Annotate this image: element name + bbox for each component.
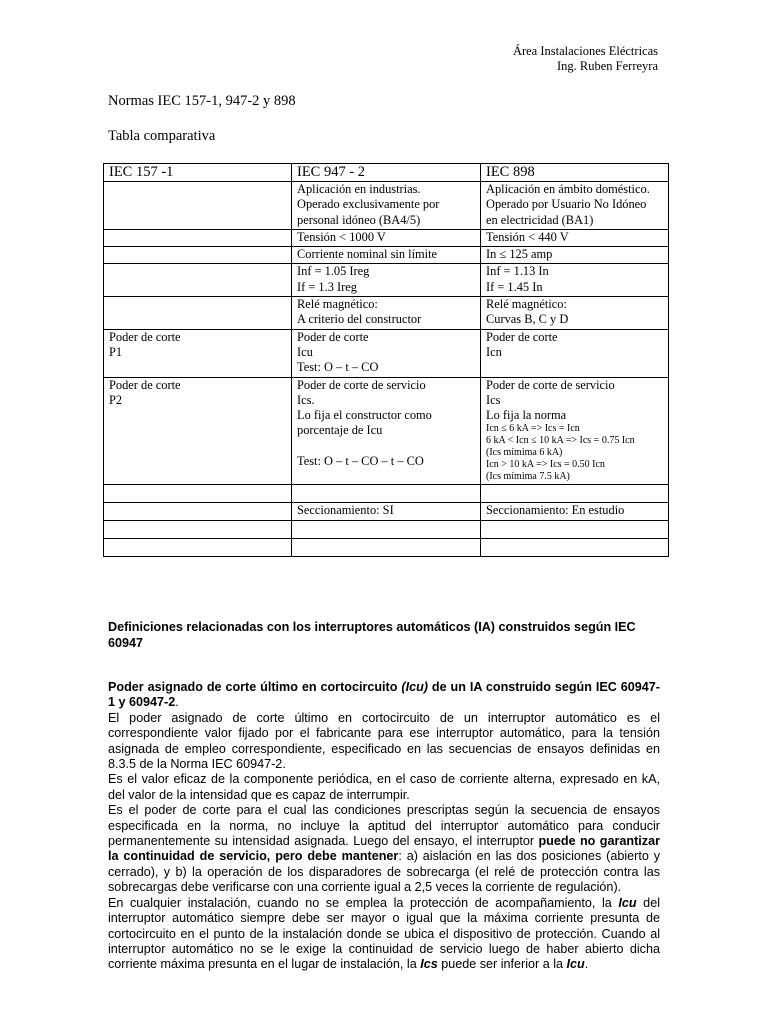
cell-line: Relé magnético:: [486, 297, 567, 312]
cell-line: porcentaje de Icu: [297, 423, 383, 438]
table-row: [104, 503, 669, 520]
cell-line: If = 1.45 In: [486, 279, 543, 294]
cell-note-line: (Ics mímima 6 kA): [486, 447, 563, 459]
table-row: [104, 538, 669, 556]
table-cell: [481, 264, 669, 297]
document-title: Normas IEC 157-1, 947-2 y 898: [108, 93, 296, 109]
table-header-row: [104, 164, 669, 182]
cell-line: Test: O – t – CO – t – CO: [297, 453, 424, 468]
cell-line: Icn: [486, 344, 502, 359]
cell-line: Poder de corte de servicio: [486, 377, 615, 392]
paragraph-4: [108, 896, 660, 973]
table-cell: [104, 538, 292, 556]
cell-line: Operado por Usuario No Idóneo: [486, 197, 647, 212]
table-row: [104, 182, 669, 230]
cell-line: Inf = 1.05 Ireg: [297, 264, 370, 279]
section-heading: Definiciones relacionadas con los interruptores automáticos (IA) construidos según IEC 60947: [108, 620, 636, 650]
table-cell: [481, 538, 669, 556]
header-author: Ing. Ruben Ferreyra: [556, 59, 658, 73]
cell-line: Ics.: [297, 392, 315, 407]
paragraph-3-bold: puede no garantizar la continuidad de servicio, pero debe mantener: [108, 834, 660, 864]
table-row: [104, 297, 669, 330]
paragraph-4-a: En cualquier instalación, cuando no se emplea la protección de acompañamiento, la: [108, 895, 619, 910]
table-cell: [292, 247, 481, 264]
table-row: [104, 247, 669, 264]
cell-line: Poder de corte: [297, 329, 369, 344]
cell-line: Aplicación en ámbito doméstico.: [486, 182, 650, 196]
cell-line: Poder de corte: [486, 329, 558, 344]
cell-line: P2: [109, 392, 123, 407]
header-iec-898: IEC 898: [481, 164, 669, 182]
table-row: [104, 377, 669, 485]
table-body: [104, 182, 669, 557]
subheading-term: (Icu): [401, 680, 428, 694]
table-cell: [292, 538, 481, 556]
table-row: [104, 520, 669, 538]
paragraph-4-b: del interruptor automático siempre debe ser mayor o igual que la máxima corriente presunta de cortocircuito en el punto de la instalación donde se ubica el dispositivo de protección. Cuando al interruptor automático no se le exige la continuidad de servicio luego de haber abierto dicha corriente máxima presunta en el lugar de instalación, la: [108, 895, 660, 972]
table-cell: [104, 182, 292, 230]
paragraph-4-icu: Icu: [618, 895, 637, 910]
paragraph-4-end: .: [584, 957, 589, 972]
paragraph-3: [108, 803, 660, 895]
cell-line: Poder de corte: [109, 377, 181, 392]
paragraph-4-icu-2: Icu: [566, 957, 585, 972]
table-cell: [104, 229, 292, 246]
cell-line: Icu: [297, 344, 313, 359]
table-cell: [481, 247, 669, 264]
header-iec-947: IEC 947 - 2: [292, 164, 481, 182]
cell-line: Corriente nominal sin límite: [297, 247, 438, 262]
header-area: Área Instalaciones Eléctricas: [512, 44, 658, 58]
cell-line: en electricidad (BA1): [486, 212, 594, 227]
header-iec-157: IEC 157 -1: [104, 164, 292, 182]
table-row: [104, 485, 669, 503]
cell-line: In ≤ 125 amp: [486, 247, 553, 262]
cell-note-line: Icn ≤ 6 kA => Ics = Icn: [486, 423, 580, 435]
cell-note-line: 6 kA < Icn ≤ 10 kA => Ics = 0.75 Icn: [486, 435, 635, 447]
table-cell: [104, 264, 292, 297]
table-cell: [292, 264, 481, 297]
cell-line: Curvas B, C y D: [486, 312, 569, 327]
cell-line: Tensión < 440 V: [486, 229, 569, 244]
cell-line: Seccionamiento: SI: [297, 503, 394, 518]
table-cell: [104, 329, 292, 377]
cell-line: Poder de corte: [109, 329, 181, 344]
cell-line: Lo fija el constructor como: [297, 408, 432, 423]
cell-line: [297, 439, 476, 454]
cell-line: If = 1.3 Ireg: [297, 279, 357, 294]
table-cell: [292, 485, 481, 503]
table-cell: [481, 297, 669, 330]
cell-line: Inf = 1.13 In: [486, 264, 549, 279]
table-cell: [292, 297, 481, 330]
table-cell: [292, 329, 481, 377]
cell-line: Poder de corte de servicio: [297, 377, 426, 392]
table-cell: [481, 503, 669, 520]
table-cell: [481, 329, 669, 377]
paragraph-4-ics: Ics: [420, 957, 438, 972]
document-header: [513, 44, 658, 74]
cell-line: Ics: [486, 392, 501, 407]
cell-note-line: (Ics mímima 7.5 kA): [486, 471, 570, 483]
table-cell: [481, 229, 669, 246]
table-cell: [292, 520, 481, 538]
subheading-pre: Poder asignado de corte último en cortocircuito: [108, 680, 402, 694]
table-row: [104, 329, 669, 377]
subheading-post: de un IA construido según IEC 60947-1 y 60947-2: [108, 680, 660, 710]
table-cell: [481, 485, 669, 503]
paragraph-3-a: Es el poder de corte para el cual las condiciones prescriptas según la secuencia de ensayos especificada en la norma, no incluye la aptitud del interruptor automático para conducir permanentemente su intensidad asignada. Luego del ensayo, el interruptor: [108, 803, 660, 849]
cell-line: P1: [109, 344, 123, 359]
subheading-end: .: [175, 695, 179, 710]
cell-note-line: Icn > 10 kA => Ics = 0.50 Icn: [486, 459, 605, 471]
table-cell: [104, 503, 292, 520]
table-cell: [104, 485, 292, 503]
cell-line: Operado exclusivamente por: [297, 197, 440, 212]
table-cell: [292, 229, 481, 246]
paragraph-3-b: : a) aislación en las dos posiciones (abierto y cerrado), y b) la operación de los disparadores de sobrecarga (el relé de protección contra las sobrecargas debe verificarse con una corriente igual a 2,5 veces la corriente de regulación).: [108, 849, 660, 895]
table-cell: [104, 297, 292, 330]
table-cell: [481, 182, 669, 230]
table-cell: [104, 377, 292, 485]
cell-line: Tensión < 1000 V: [297, 229, 386, 244]
cell-line: Seccionamiento: En estudio: [486, 503, 625, 518]
table-cell: [481, 520, 669, 538]
subheading: [108, 680, 660, 711]
table-cell: [292, 503, 481, 520]
table-cell: [481, 377, 669, 485]
cell-line: Lo fija la norma: [486, 408, 567, 423]
paragraph-2: Es el valor eficaz de la componente periódica, en el caso de corriente alterna, expresado en kA, del valor de la intensidad que es capaz de interrumpir.: [108, 772, 660, 802]
cell-line: personal idóneo (BA4/5): [297, 212, 421, 227]
table-row: [104, 264, 669, 297]
table-cell: [292, 377, 481, 485]
paragraph-4-c: puede ser inferior a la: [437, 957, 567, 972]
table-cell: [104, 247, 292, 264]
cell-line: Relé magnético:: [297, 297, 378, 312]
cell-line: Test: O – t – CO: [297, 360, 379, 375]
table-cell: [104, 520, 292, 538]
table-cell: [292, 182, 481, 230]
comparison-table: [103, 163, 669, 557]
table-row: [104, 229, 669, 246]
section-body: [108, 680, 660, 973]
cell-line: Aplicación en industrias.: [297, 182, 421, 196]
paragraph-1: El poder asignado de corte último en cortocircuito de un interruptor automático es el correspondiente valor fijado por el fabricante para ese interruptor automático, para la tensión asignada de empleo correspondiente, especificado en las secuencias de ensayos definidas en 8.3.5 de la Norma IEC 60947-2.: [108, 710, 660, 772]
cell-line: A criterio del constructor: [297, 312, 422, 327]
document-subtitle: Tabla comparativa: [108, 128, 216, 144]
